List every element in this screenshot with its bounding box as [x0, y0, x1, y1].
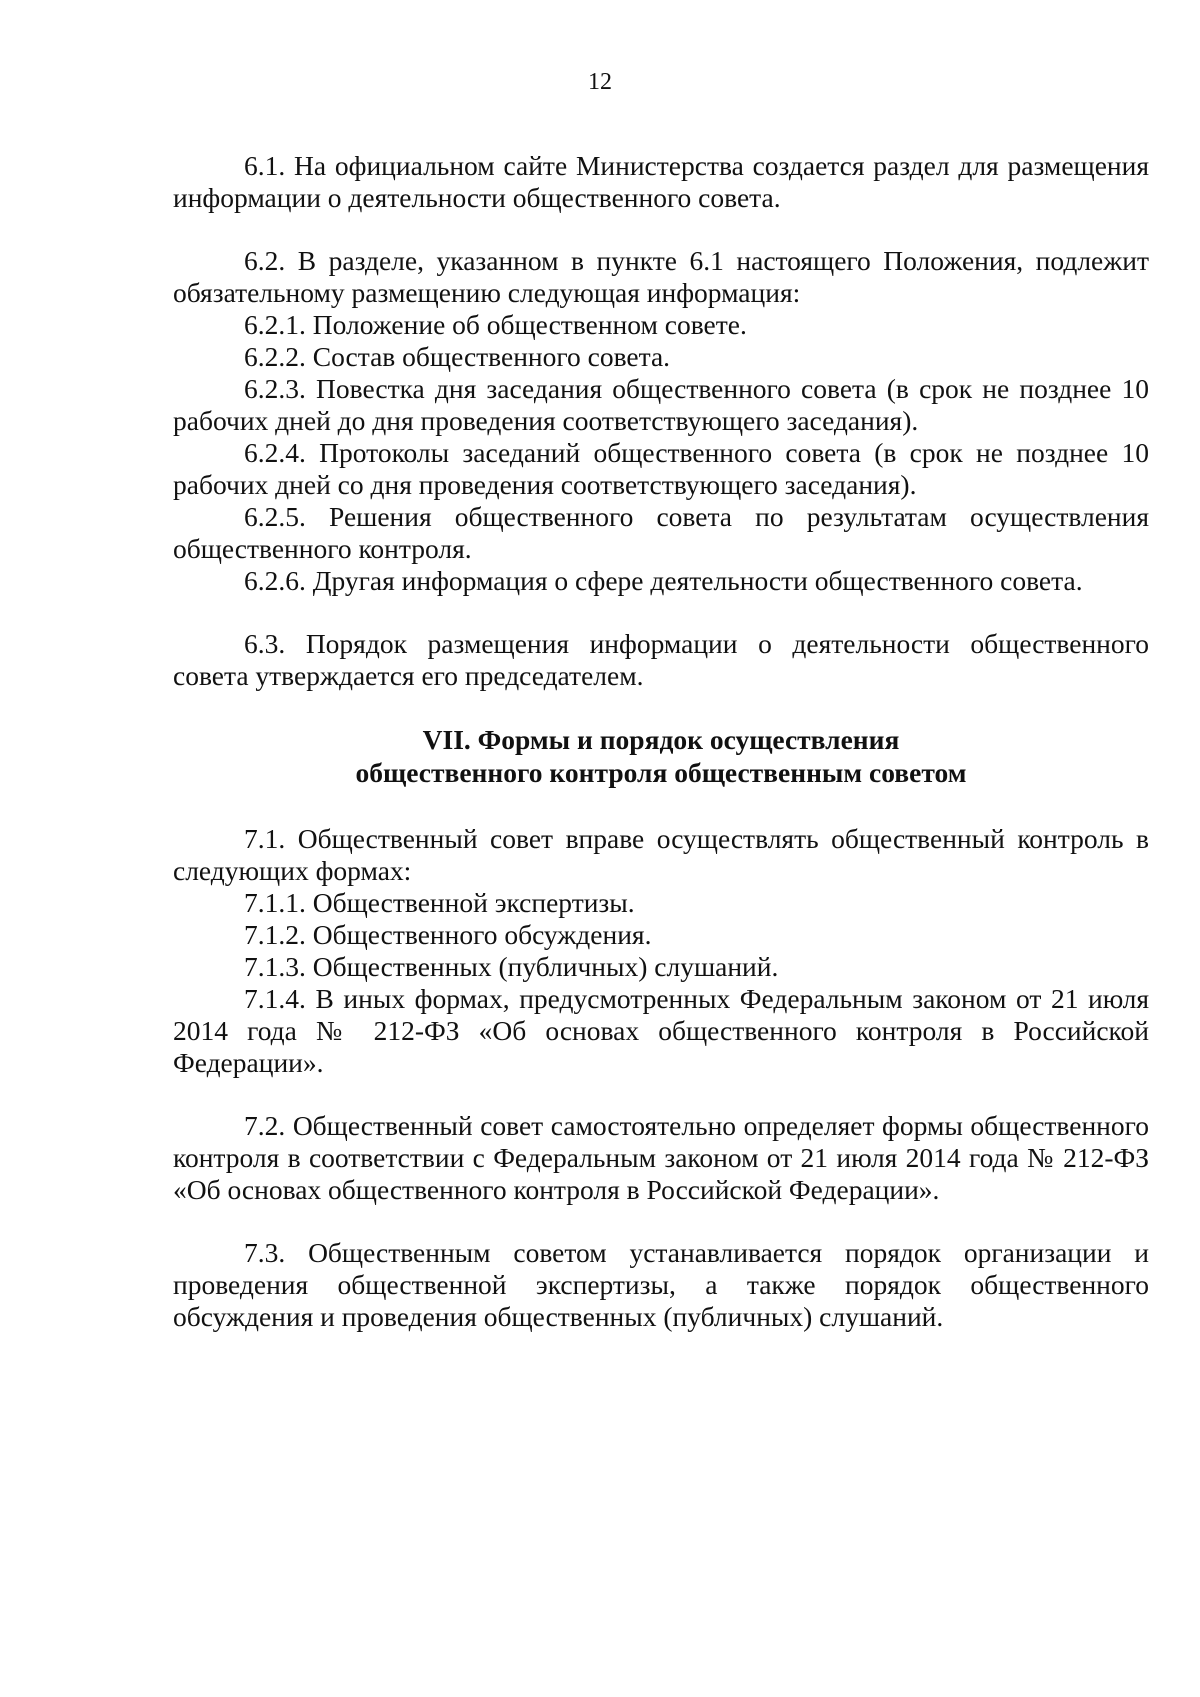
paragraph-7-2: 7.2. Общественный совет самостоятельно определяет формы общественного контроля в соответствии с Федеральным законом от 21 июля 2014 года № 212-ФЗ «Об основах общественного контроля в Российской Федерации».: [173, 1110, 1149, 1205]
page-number: 12: [588, 69, 612, 95]
section-7-heading: [173, 723, 1149, 789]
paragraph-7-1-2: 7.1.2. Общественного обсуждения.: [244, 919, 652, 950]
paragraph-6-2-3: 6.2.3. Повестка дня заседания общественного совета (в срок не позднее 10 рабочих дней до дня проведения соответствующего заседания).: [173, 373, 1149, 436]
paragraph-6-2: 6.2. В разделе, указанном в пункте 6.1 настоящего Положения, подлежит обязательному размещению следующая информация:: [173, 245, 1149, 308]
section-7-heading-line-2: общественного контроля общественным советом: [355, 757, 967, 788]
paragraph-6-1: 6.1. На официальном сайте Министерства создается раздел для размещения информации о деятельности общественного совета.: [173, 150, 1149, 213]
paragraph-7-1: 7.1. Общественный совет вправе осуществлять общественный контроль в следующих формах:: [173, 823, 1149, 886]
paragraph-6-3: 6.3. Порядок размещения информации о деятельности общественного совета утверждается его председателем.: [173, 628, 1149, 691]
paragraph-7-3: 7.3. Общественным советом устанавливается порядок организации и проведения общественной экспертизы, а также порядок общественного обсуждения и проведения общественных (публичных) слушаний.: [173, 1237, 1149, 1332]
paragraph-6-2-4: 6.2.4. Протоколы заседаний общественного совета (в срок не позднее 10 рабочих дней со дня проведения соответствующего заседания).: [173, 437, 1149, 500]
section-7-heading-line-1: VII. Формы и порядок осуществления: [422, 724, 900, 755]
paragraph-7-1-4: 7.1.4. В иных формах, предусмотренных Федеральным законом от 21 июля 2014 года № 212-ФЗ «Об основах общественного контроля в Российской Федерации».: [173, 983, 1149, 1078]
paragraph-6-2-6: 6.2.6. Другая информация о сфере деятельности общественного совета.: [244, 565, 1083, 596]
paragraph-6-2-1: 6.2.1. Положение об общественном совете.: [244, 309, 747, 340]
paragraph-6-2-5: 6.2.5. Решения общественного совета по результатам осуществления общественного контроля.: [173, 501, 1149, 564]
document-body: [173, 150, 1149, 1333]
paragraph-6-2-2: 6.2.2. Состав общественного совета.: [244, 341, 671, 372]
paragraph-7-1-3: 7.1.3. Общественных (публичных) слушаний.: [244, 951, 779, 982]
paragraph-7-1-1: 7.1.1. Общественной экспертизы.: [244, 887, 635, 918]
